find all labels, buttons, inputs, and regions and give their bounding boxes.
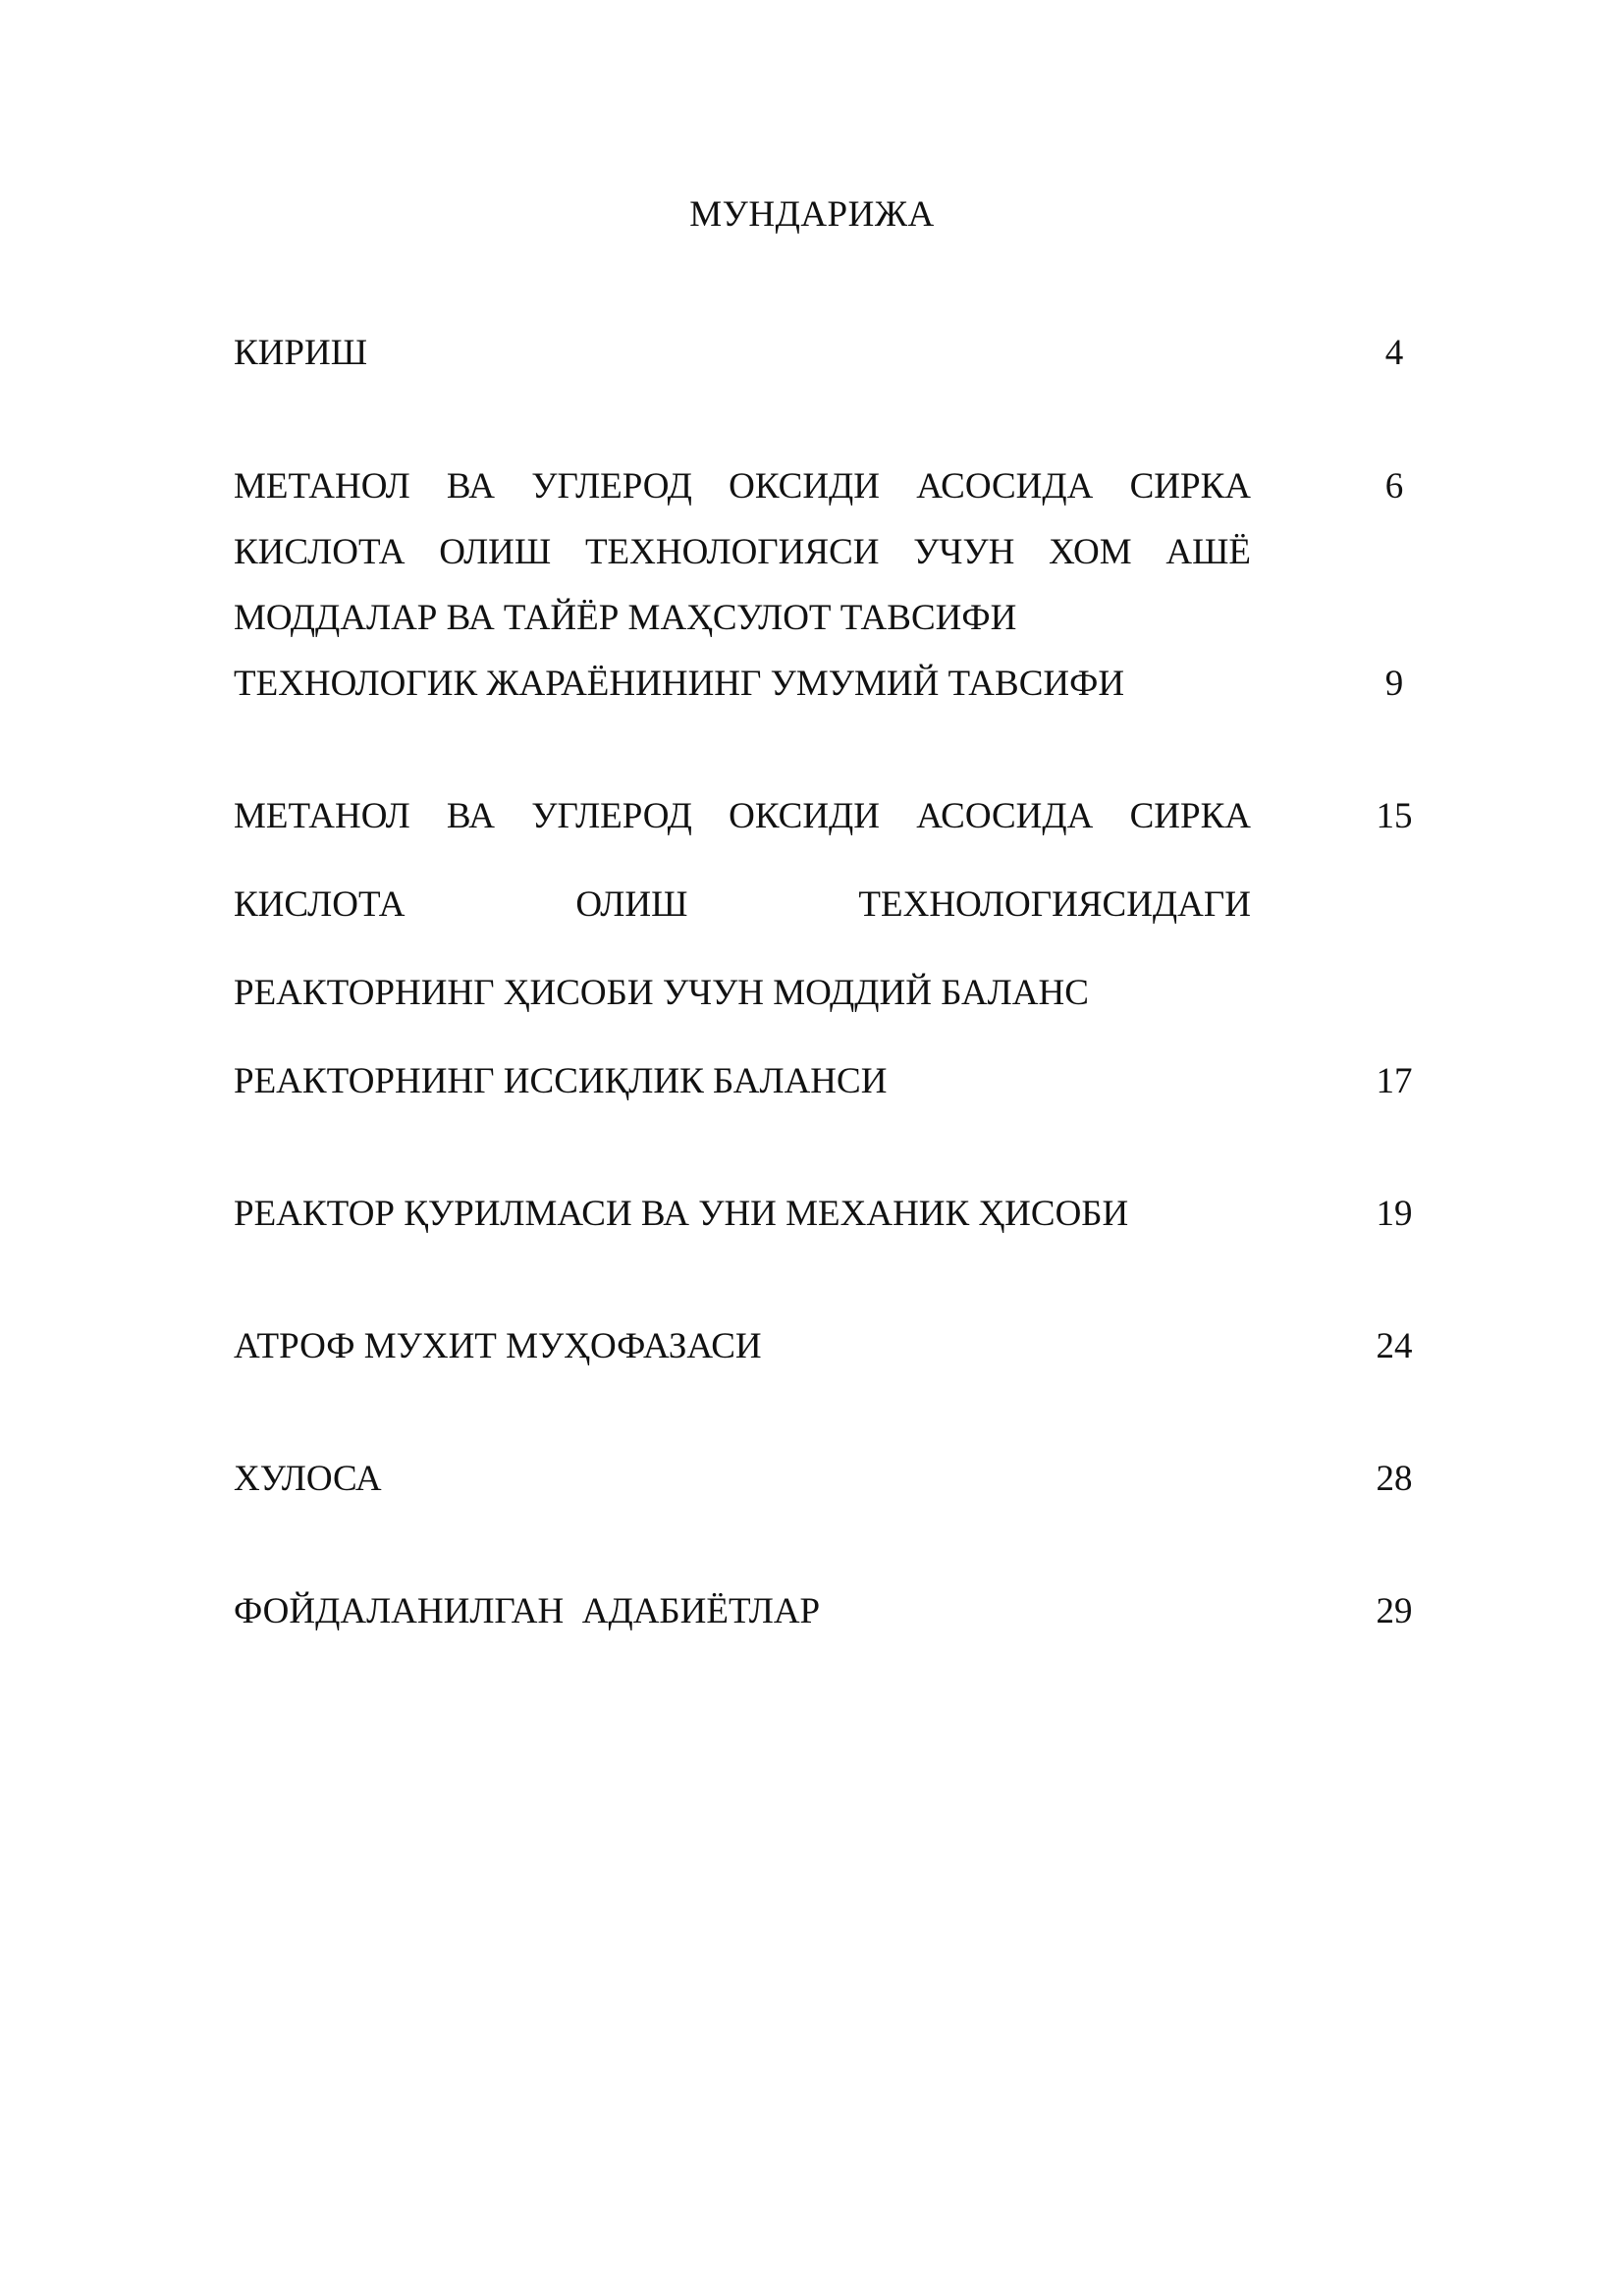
toc-page-number: 19 bbox=[1376, 1194, 1413, 1234]
toc-entry-line: АТРОФ МУХИТ МУҲОФАЗАСИ bbox=[234, 1326, 762, 1366]
toc-entry-line: РЕАКТОРНИНГ ҲИСОБИ УЧУН МОДДИЙ БАЛАНС bbox=[234, 973, 1089, 1013]
toc-entry-line: РЕАКТОР ҚУРИЛМАСИ ВА УНИ МЕХАНИК ҲИСОБИ bbox=[234, 1194, 1129, 1234]
toc-page-number: 29 bbox=[1376, 1591, 1413, 1631]
toc-page-number: 6 bbox=[1384, 466, 1404, 507]
toc-entry-line: РЕАКТОРНИНГ ИССИҚЛИК БАЛАНСИ bbox=[234, 1061, 888, 1101]
toc-entry-line: МЕТАНОЛ ВА УГЛЕРОД ОКСИДИ АСОСИДА СИРКА bbox=[234, 796, 1251, 836]
toc-page-number: 17 bbox=[1376, 1061, 1413, 1101]
toc-page-number: 4 bbox=[1384, 333, 1404, 373]
toc-entry-line: ХУЛОСА bbox=[234, 1459, 382, 1499]
toc-entry-line: МЕТАНОЛ ВА УГЛЕРОД ОКСИДИ АСОСИДА СИРКА bbox=[234, 466, 1251, 507]
toc-entry-line: ТЕХНОЛОГИК ЖАРАЁНИНИНГ УМУМИЙ ТАВСИФИ bbox=[234, 664, 1125, 704]
toc-entry-line: КИСЛОТА ОЛИШ ТЕХНОЛОГИЯСИДАГИ bbox=[234, 884, 1251, 925]
toc-page-number: 28 bbox=[1376, 1459, 1413, 1499]
toc-entry-line: ФОЙДАЛАНИЛГАН АДАБИЁТЛАР bbox=[234, 1591, 821, 1631]
toc-entry-line: МОДДАЛАР ВА ТАЙЁР МАҲСУЛОТ ТАВСИФИ bbox=[234, 598, 1017, 638]
toc-entry-line: КИРИШ bbox=[234, 333, 368, 373]
page-title: МУНДАРИЖА bbox=[689, 194, 935, 235]
toc-page-number: 15 bbox=[1376, 796, 1413, 836]
toc-page-number: 24 bbox=[1376, 1326, 1413, 1366]
toc-page-number: 9 bbox=[1384, 664, 1404, 704]
toc-entry-line: КИСЛОТА ОЛИШ ТЕХНОЛОГИЯСИ УЧУН ХОМ АШЁ bbox=[234, 532, 1251, 572]
